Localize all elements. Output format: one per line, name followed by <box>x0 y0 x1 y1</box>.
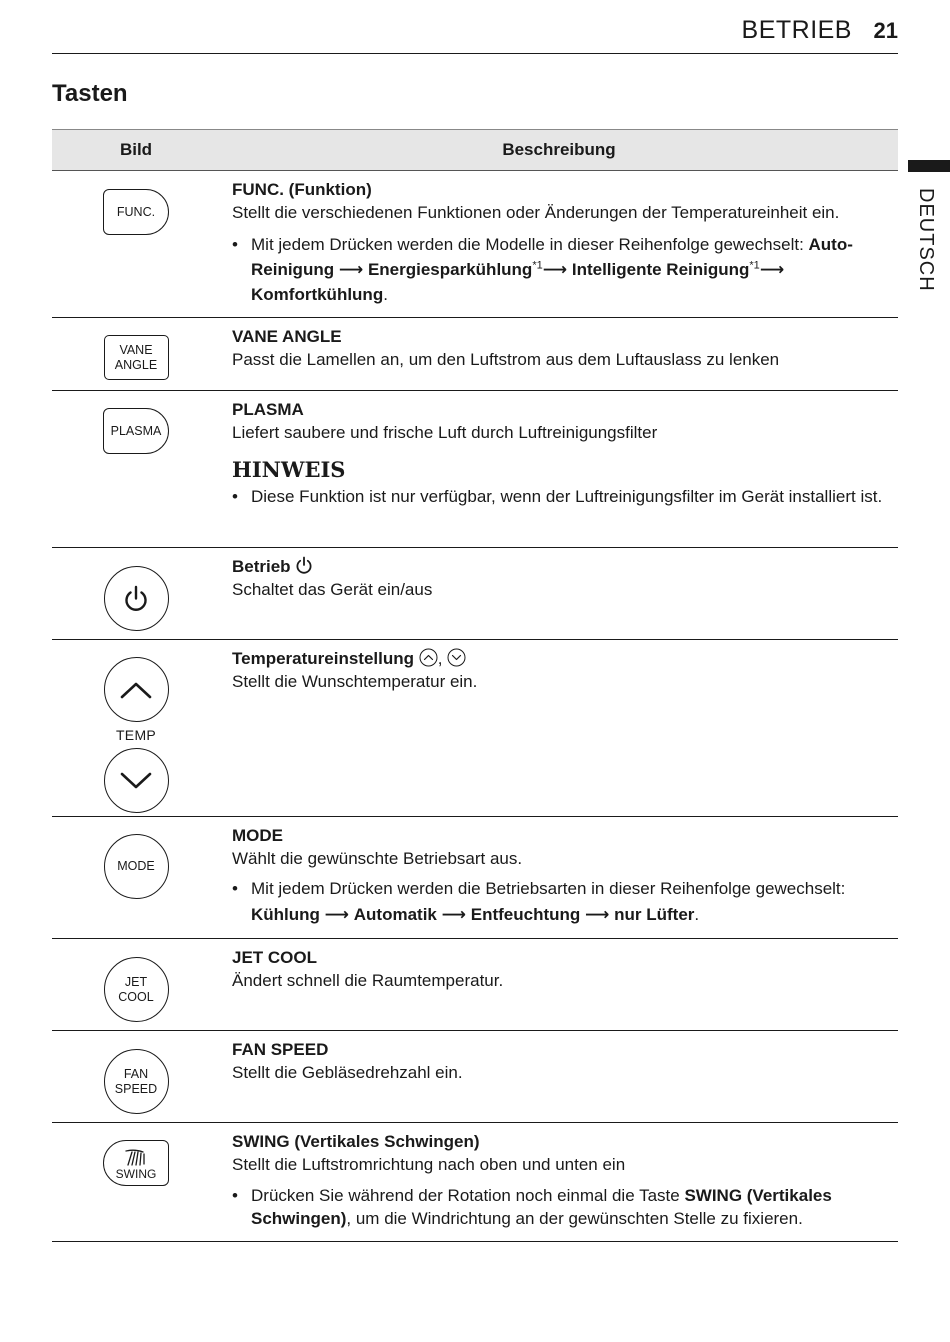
image-cell <box>52 1123 220 1242</box>
power-text: Schaltet das Gerät ein/aus <box>232 580 433 599</box>
swing-text: Stellt die Luftstromrichtung nach oben und unten ein <box>232 1155 626 1174</box>
table-header-row <box>52 130 898 171</box>
func-title: FUNC. (Funktion) <box>232 180 372 199</box>
jet-cool-text: Ändert schnell die Raumtemperatur. <box>232 971 504 990</box>
image-cell <box>52 391 220 548</box>
func-bullet: • Mit jedem Drücken werden die Modelle in dieser Reihenfolge gewechselt: Auto-Reinigung ⟶ Energiesparkühlung$^{*1}$⟶ Intelligente Reinigung$^{*1}$⟶ Komfortkühlung. <box>232 232 886 307</box>
note-bullet: • Diese Funktion ist nur verfügbar, wenn der Luftreinigungsfilter im Gerät installiert ist. <box>232 485 886 508</box>
plasma-text: Liefert saubere und frische Luft durch Luftreinigungsfilter <box>232 423 658 442</box>
description-cell <box>220 391 898 548</box>
page-number: 21 <box>873 18 898 43</box>
table-row-swing <box>52 1123 898 1242</box>
description-cell <box>220 171 898 318</box>
chevron-down-icon <box>119 771 153 791</box>
description-cell <box>220 640 898 817</box>
swing-title: SWING (Vertikales Schwingen) <box>232 1132 480 1151</box>
table-row-plasma <box>52 391 898 548</box>
description-cell <box>220 548 898 640</box>
image-cell <box>52 640 220 817</box>
power-inline-icon <box>295 556 313 575</box>
circle-chevron-down-icon <box>447 648 466 667</box>
description-cell <box>220 817 898 939</box>
temperature-title: Temperatureinstellung , <box>232 647 886 670</box>
table-row-vane-angle <box>52 318 898 391</box>
header-section-title: BETRIEB <box>741 16 852 44</box>
buttons-table <box>52 129 898 1242</box>
chevron-up-icon <box>119 680 153 700</box>
power-button-icon <box>104 566 169 631</box>
language-tab-marker <box>908 160 950 172</box>
column-header-image: Bild <box>52 130 220 171</box>
power-icon <box>121 584 151 614</box>
swing-bullet: • Drücken Sie während der Rotation noch einmal die Taste SWING (Vertikales Schwingen), um die Windrichtung an der gewünschten Stelle zu fixieren. <box>232 1184 886 1230</box>
table-row-func <box>52 171 898 318</box>
func-text: Stellt die verschiedenen Funktionen oder Änderungen der Temperatureinheit ein. <box>232 203 840 222</box>
func-button-icon: FUNC. <box>103 189 169 235</box>
vane-angle-button-icon: VANE ANGLE <box>104 335 169 380</box>
temp-down-button-icon <box>104 748 169 813</box>
vane-angle-title: VANE ANGLE <box>232 327 342 346</box>
note-heading: HINWEIS <box>232 457 346 482</box>
mode-text: Wählt die gewünschte Betriebsart aus. <box>232 849 523 868</box>
language-tab-label: DEUTSCH <box>915 188 937 292</box>
table-row-fan-speed <box>52 1031 898 1123</box>
fan-speed-text: Stellt die Gebläsedrehzahl ein. <box>232 1063 463 1082</box>
jet-cool-button-icon: JET COOL <box>104 957 169 1022</box>
table-row-temperature <box>52 640 898 817</box>
vane-angle-text: Passt die Lamellen an, um den Luftstrom aus dem Luftauslass zu lenken <box>232 350 780 369</box>
description-cell <box>220 1123 898 1242</box>
table-row-power <box>52 548 898 640</box>
temp-up-button-icon <box>104 657 169 722</box>
table-row-jet-cool <box>52 939 898 1031</box>
temperature-text: Stellt die Wunschtemperatur ein. <box>232 672 478 691</box>
description-cell <box>220 1031 898 1123</box>
mode-title: MODE <box>232 826 283 845</box>
description-cell <box>220 939 898 1031</box>
image-cell <box>52 817 220 939</box>
jet-cool-title: JET COOL <box>232 948 318 967</box>
swing-icon <box>123 1148 149 1168</box>
table-row-mode <box>52 817 898 939</box>
column-header-description: Beschreibung <box>220 130 898 171</box>
temp-label: TEMP <box>115 727 157 743</box>
power-title: Betrieb <box>232 555 886 578</box>
plasma-button-icon: PLASMA <box>103 408 169 454</box>
image-cell <box>52 318 220 391</box>
page-header <box>52 12 898 54</box>
mode-bullet: • Mit jedem Drücken werden die Betriebsarten in dieser Reihenfolge gewechselt: Kühlung ⟶ Automatik ⟶ Entfeuchtung ⟶ nur Lüfter. <box>232 876 886 928</box>
plasma-title: PLASMA <box>232 400 304 419</box>
mode-button-icon: MODE <box>104 834 169 899</box>
image-cell <box>52 171 220 318</box>
fan-speed-button-icon: FAN SPEED <box>104 1049 169 1114</box>
image-cell <box>52 939 220 1031</box>
fan-speed-title: FAN SPEED <box>232 1040 329 1059</box>
swing-button-icon: SWING <box>103 1140 169 1186</box>
circle-chevron-up-icon <box>419 648 438 667</box>
page-title: Tasten <box>52 80 128 107</box>
image-cell <box>52 1031 220 1123</box>
image-cell <box>52 548 220 640</box>
description-cell <box>220 318 898 391</box>
